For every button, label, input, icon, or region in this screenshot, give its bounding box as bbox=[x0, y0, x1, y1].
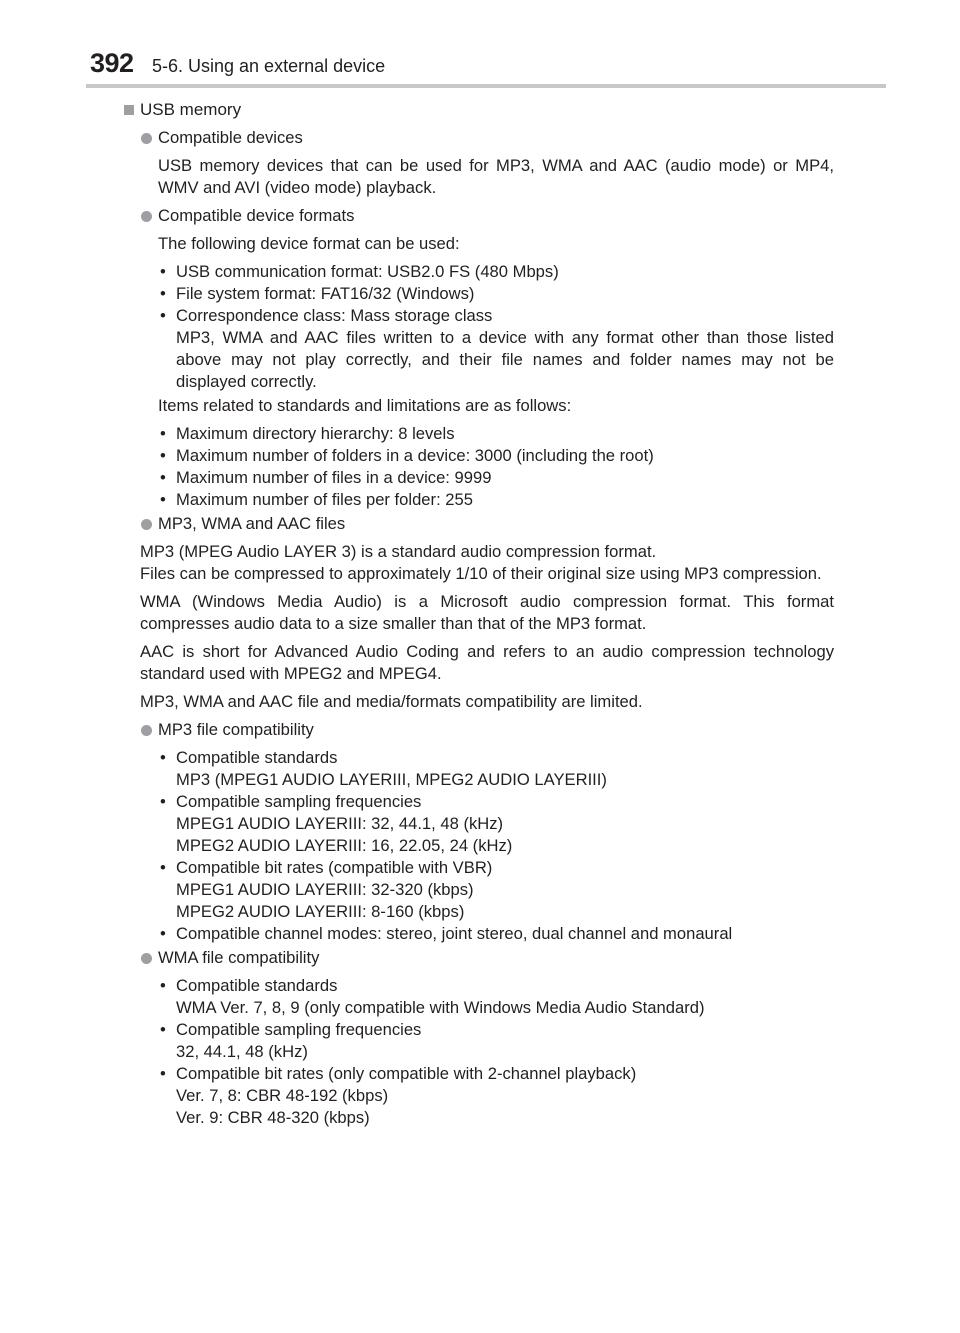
header-rule bbox=[86, 84, 886, 88]
usb-memory-heading: USB memory bbox=[124, 99, 834, 121]
list-item: • Compatible channel modes: stereo, joint stereo, dual channel and monaural bbox=[176, 923, 834, 945]
mp3-compatibility-heading: MP3 file compatibility bbox=[124, 719, 834, 741]
list-item: • Maximum number of files per folder: 255 bbox=[176, 489, 834, 511]
compatible-devices-heading: Compatible devices bbox=[124, 127, 834, 149]
files-paragraph: AAC is short for Advanced Audio Coding and refers to an audio compression technology standard used with MPEG2 and MPEG4. bbox=[140, 642, 834, 683]
list-item: • Maximum number of folders in a device: 3000 (including the root) bbox=[176, 445, 834, 467]
list-item: • Correspondence class: Mass storage class MP3, WMA and AAC files written to a device with any format other than those listed above may not play correctly, and their file names and folder names may not be displayed correctly. bbox=[176, 305, 834, 393]
list-item: • USB communication format: USB2.0 FS (480 Mbps) bbox=[176, 261, 834, 283]
limits-list bbox=[124, 423, 834, 511]
limits-intro: Items related to standards and limitations are as follows: bbox=[158, 396, 572, 415]
square-bullet-icon bbox=[124, 105, 134, 115]
files-paragraph: MP3, WMA and AAC file and media/formats compatibility are limited. bbox=[140, 692, 643, 711]
wma-compatibility-heading: WMA file compatibility bbox=[124, 947, 834, 969]
list-item: • Compatible standards WMA Ver. 7, 8, 9 (only compatible with Windows Media Audio Standard) bbox=[176, 975, 834, 1019]
list-item: • Compatible standards MP3 (MPEG1 AUDIO LAYERIII, MPEG2 AUDIO LAYERIII) bbox=[176, 747, 834, 791]
list-item: • Maximum directory hierarchy: 8 levels bbox=[176, 423, 834, 445]
list-item: • Compatible sampling frequencies MPEG1 AUDIO LAYERIII: 32, 44.1, 48 (kHz) MPEG2 AUDIO LAYERIII: 16, 22.05, 24 (kHz) bbox=[176, 791, 834, 857]
circle-bullet-icon bbox=[141, 519, 152, 530]
files-paragraph: Files can be compressed to approximately 1/10 of their original size using MP3 compression. bbox=[140, 564, 822, 583]
page-content bbox=[124, 99, 834, 1131]
list-item: • Compatible bit rates (only compatible with 2-channel playback) Ver. 7, 8: CBR 48-192 (kbps) Ver. 9: CBR 48-320 (kbps) bbox=[176, 1063, 834, 1129]
list-item: • Compatible sampling frequencies 32, 44.1, 48 (kHz) bbox=[176, 1019, 834, 1063]
mp3-list bbox=[124, 747, 834, 945]
compatible-devices-text: USB memory devices that can be used for MP3, WMA and AAC (audio mode) or MP4, WMV and AVI (video mode) playback. bbox=[158, 156, 834, 197]
circle-bullet-icon bbox=[141, 953, 152, 964]
files-paragraph: MP3 (MPEG Audio LAYER 3) is a standard audio compression format. bbox=[140, 542, 657, 561]
circle-bullet-icon bbox=[141, 725, 152, 736]
files-paragraph: WMA (Windows Media Audio) is a Microsoft audio compression format. This format compresses audio data to a size smaller than that of the MP3 format. bbox=[140, 592, 834, 633]
page-header bbox=[86, 48, 886, 88]
circle-bullet-icon bbox=[141, 133, 152, 144]
formats-note: MP3, WMA and AAC files written to a device with any format other than those listed above may not play correctly, and their file names and folder names may not be displayed correctly. bbox=[176, 328, 834, 391]
list-item: • Compatible bit rates (compatible with VBR) MPEG1 AUDIO LAYERIII: 32-320 (kbps) MPEG2 AUDIO LAYERIII: 8-160 (kbps) bbox=[176, 857, 834, 923]
section-title: 5-6. Using an external device bbox=[152, 56, 386, 76]
files-heading: MP3, WMA and AAC files bbox=[124, 513, 834, 535]
list-item: • Maximum number of files in a device: 9999 bbox=[176, 467, 834, 489]
page-number: 392 bbox=[90, 48, 134, 78]
formats-intro: The following device format can be used: bbox=[158, 234, 460, 253]
list-item: • File system format: FAT16/32 (Windows) bbox=[176, 283, 834, 305]
wma-list bbox=[124, 975, 834, 1129]
compatible-formats-heading: Compatible device formats bbox=[124, 205, 834, 227]
formats-list bbox=[124, 261, 834, 393]
circle-bullet-icon bbox=[141, 211, 152, 222]
